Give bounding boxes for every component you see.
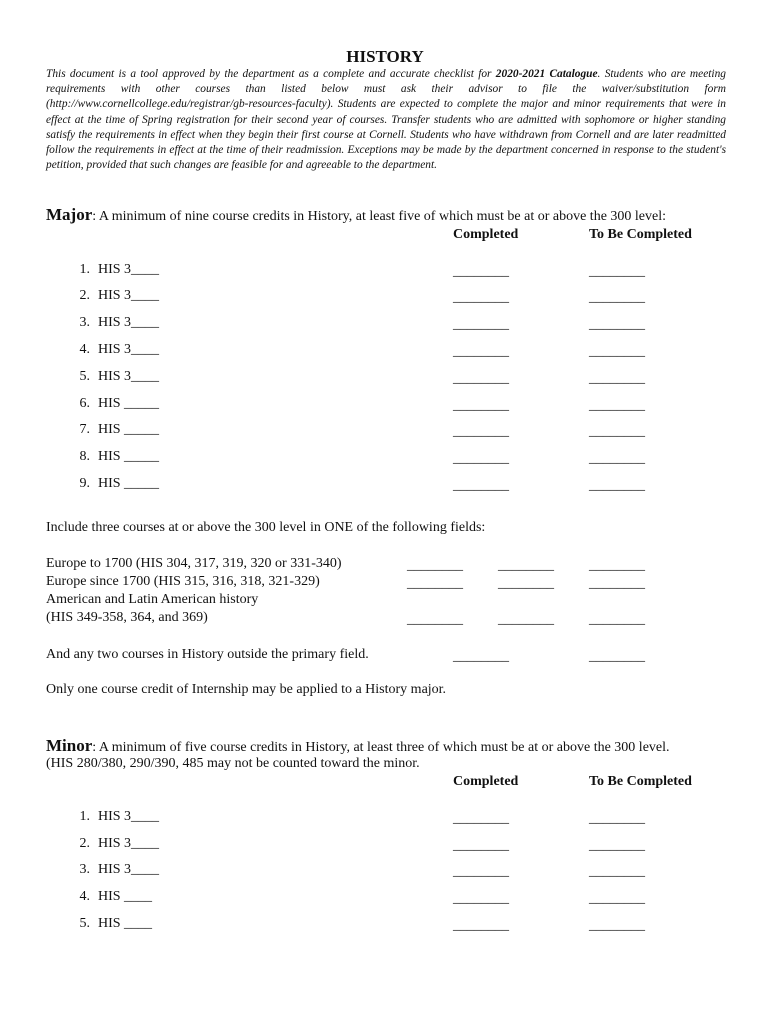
list-item: 4. HIS 3____ (79, 342, 160, 357)
catalogue-year: 2020-2021 Catalogue (495, 68, 598, 80)
major-label: Major (46, 205, 93, 224)
intro-paragraph (46, 67, 726, 173)
outside-completed-blank[interactable]: ________ (453, 649, 509, 664)
completed-blank[interactable]: ________ (453, 478, 509, 493)
field-blank[interactable]: ________ (589, 576, 645, 591)
list-item: 2. HIS 3____ (79, 836, 160, 851)
minor-col-completed: Completed (453, 774, 519, 789)
field-blank[interactable]: ________ (498, 612, 554, 627)
to-be-completed-blank[interactable]: ________ (589, 290, 645, 305)
major-description: : A minimum of nine course credits in History, at least five of which must be at or above the 300 level: (92, 209, 667, 224)
to-be-completed-blank[interactable]: ________ (589, 371, 645, 386)
list-item: 1. HIS 3____ (79, 262, 160, 277)
minor-label: Minor (46, 736, 93, 755)
field-blank[interactable]: ________ (498, 576, 554, 591)
completed-blank[interactable]: ________ (453, 317, 509, 332)
minor-description-2: (HIS 280/380, 290/390, 485 may not be counted toward the minor. (46, 756, 420, 771)
to-be-completed-blank[interactable]: ________ (589, 864, 645, 879)
field-europe-since-1700: Europe since 1700 (HIS 315, 316, 318, 321-329) (46, 574, 320, 589)
completed-blank[interactable]: ________ (453, 918, 509, 933)
to-be-completed-blank[interactable]: ________ (589, 344, 645, 359)
to-be-completed-blank[interactable]: ________ (589, 264, 645, 279)
major-col-to-be-completed: To Be Completed (589, 227, 692, 242)
list-item: 4. HIS ____ (79, 889, 153, 904)
completed-blank[interactable]: ________ (453, 424, 509, 439)
to-be-completed-blank[interactable]: ________ (589, 478, 645, 493)
to-be-completed-blank[interactable]: ________ (589, 891, 645, 906)
to-be-completed-blank[interactable]: ________ (589, 398, 645, 413)
to-be-completed-blank[interactable]: ________ (589, 811, 645, 826)
field-blank[interactable]: ________ (498, 558, 554, 573)
completed-blank[interactable]: ________ (453, 264, 509, 279)
intro-text-1: This document is a tool approved by the department as a complete and accurate checklist for (46, 68, 496, 80)
list-item: 2. HIS 3____ (79, 288, 160, 303)
completed-blank[interactable]: ________ (453, 811, 509, 826)
page-title: HISTORY (346, 47, 424, 66)
field-american-courses: (HIS 349-358, 364, and 369) (46, 610, 208, 625)
fields-intro: Include three courses at or above the 300 level in ONE of the following fields: (46, 520, 486, 535)
to-be-completed-blank[interactable]: ________ (589, 451, 645, 466)
list-item: 8. HIS _____ (79, 449, 160, 464)
list-item: 3. HIS 3____ (79, 315, 160, 330)
list-item: 7. HIS _____ (79, 422, 160, 437)
field-blank[interactable]: ________ (407, 558, 463, 573)
minor-col-to-be-completed: To Be Completed (589, 774, 692, 789)
major-col-completed: Completed (453, 227, 519, 242)
internship-note: Only one course credit of Internship may be applied to a History major. (46, 682, 447, 697)
completed-blank[interactable]: ________ (453, 838, 509, 853)
outside-to-be-completed-blank[interactable]: ________ (589, 649, 645, 664)
list-item: 6. HIS _____ (79, 396, 160, 411)
to-be-completed-blank[interactable]: ________ (589, 424, 645, 439)
list-item: 3. HIS 3____ (79, 862, 160, 877)
to-be-completed-blank[interactable]: ________ (589, 317, 645, 332)
completed-blank[interactable]: ________ (453, 864, 509, 879)
major-heading (46, 205, 666, 225)
field-blank[interactable]: ________ (589, 558, 645, 573)
completed-blank[interactable]: ________ (453, 398, 509, 413)
intro-text-2: . Students who are meeting requirements with other courses than listed below must ask their advisor to file the waiver/substitution form (http://www.cornellcollege.edu/registrar/gb-resources-faculty). Students are expected to complete the major and minor requirements that were in effect at the time of Spring registration for their second year of courses. Transfer students who are admitted with sophomore or higher standing satisfy the requirements in effect when they begin their first course at Cornell. Students who have withdrawn from Cornell and are later readmitted follow the requirements in effect at the time of their readmission. Exceptions may be made by the department concerned in response to the student's petition, provided that such changes are feasible for and agreeable to the department. (46, 68, 726, 172)
field-american-latin-american: American and Latin American history (46, 592, 259, 607)
list-item: 5. HIS 3____ (79, 369, 160, 384)
list-item: 9. HIS _____ (79, 476, 160, 491)
completed-blank[interactable]: ________ (453, 371, 509, 386)
list-item: 1. HIS 3____ (79, 809, 160, 824)
completed-blank[interactable]: ________ (453, 891, 509, 906)
field-blank[interactable]: ________ (407, 612, 463, 627)
minor-heading (46, 736, 670, 756)
field-blank[interactable]: ________ (407, 576, 463, 591)
list-item: 5. HIS ____ (79, 916, 153, 931)
completed-blank[interactable]: ________ (453, 344, 509, 359)
field-europe-to-1700: Europe to 1700 (HIS 304, 317, 319, 320 or 331-340) (46, 556, 342, 571)
field-blank[interactable]: ________ (589, 612, 645, 627)
completed-blank[interactable]: ________ (453, 451, 509, 466)
completed-blank[interactable]: ________ (453, 290, 509, 305)
to-be-completed-blank[interactable]: ________ (589, 918, 645, 933)
outside-field-note: And any two courses in History outside the primary field. (46, 647, 369, 662)
to-be-completed-blank[interactable]: ________ (589, 838, 645, 853)
minor-description: : A minimum of five course credits in History, at least three of which must be at or above the 300 level. (92, 740, 670, 755)
